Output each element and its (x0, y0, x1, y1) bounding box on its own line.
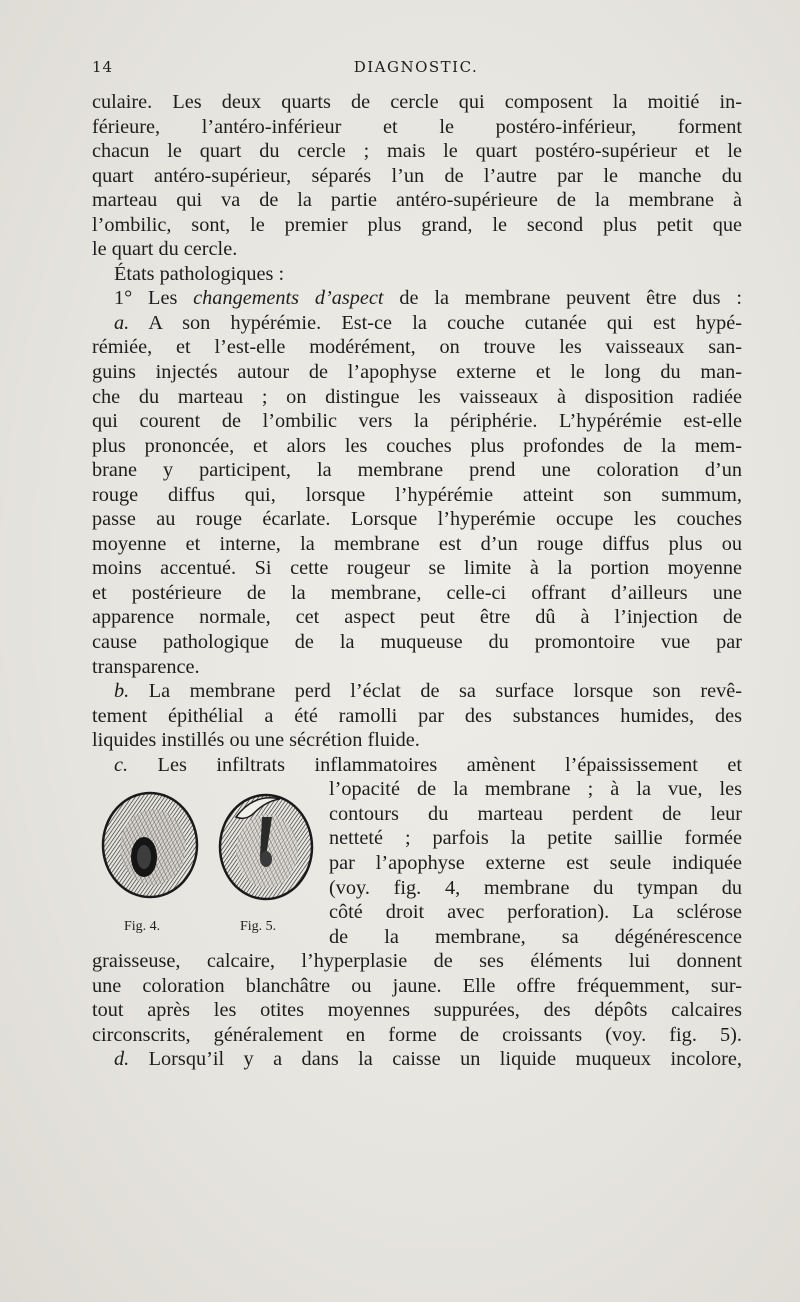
text-line: circonscrits, généralement en forme de croissants (voy. fig. 5). (92, 1023, 742, 1046)
running-title: DIAGNOSTIC. (353, 58, 479, 76)
text-line: liquides instillés ou une sécrétion fluide. (92, 729, 420, 752)
text-line: moins accentué. Si cette rougeur se limite à la portion moyenne (92, 557, 742, 580)
running-head (92, 58, 740, 82)
text-line: c. Les infiltrats inflammatoires amènent l’épaississement et (114, 753, 742, 776)
text-line: transparence. (92, 655, 200, 678)
text-line: contours du marteau perdent de leur (329, 802, 742, 825)
text-line: tout après les otites moyennes suppurées, des dépôts calcaires (92, 999, 742, 1022)
text-line: par l’apophyse externe est seule indiquée (329, 851, 742, 874)
text-line: cause pathologique de la muqueuse du promontoire vue par (92, 631, 742, 654)
text-line: che du marteau ; on distingue les vaisseaux à disposition radiée (92, 385, 742, 408)
text-line: (voy. fig. 4, membrane du tympan du (329, 876, 742, 899)
body-text (92, 90, 742, 1072)
text-line: quart antéro-supérieur, séparés l’un de l’autre par le manche du (92, 164, 742, 187)
text-line: netteté ; parfois la petite saillie formée (329, 827, 742, 850)
text-line: l’opacité de la membrane ; à la vue, les (329, 778, 742, 801)
tympanic-membrane-perforation-illustration (98, 787, 202, 905)
text-line: 1° Les changements d’aspect de la membrane peuvent être dus : (114, 287, 742, 310)
text-line: b. La membrane perd l’éclat de sa surface lorsque son revê- (114, 680, 742, 703)
figure-4 (98, 787, 208, 935)
text-line: le quart du cercle. (92, 238, 238, 261)
tympanic-membrane-calcareous-illustration (214, 787, 318, 905)
text-line: guins injectés autour de l’apophyse externe et le long du man- (92, 361, 742, 384)
text-line: brane y participent, la membrane prend une coloration d’un (92, 459, 742, 482)
text-line: d. Lorsqu’il y a dans la caisse un liquide muqueux incolore, (114, 1048, 742, 1071)
text-line: et postérieure de la membrane, celle-ci offrant d’ailleurs une (92, 581, 742, 604)
text-line: férieure, l’antéro-inférieur et le postéro-inférieur, forment (92, 115, 742, 138)
text-line: chacun le quart du cercle ; mais le quart postéro-supérieur et le (92, 140, 742, 163)
text-line: graisseuse, calcaire, l’hyperplasie de ses éléments lui donnent (92, 950, 742, 973)
text-line: passe au rouge écarlate. Lorsque l’hyperémie occupe les couches (92, 508, 742, 531)
text-line: plus prononcée, et alors les couches plus profondes de la mem- (92, 434, 742, 457)
figure-caption: Fig. 5. (240, 919, 277, 935)
text-line: qui courent de l’ombilic vers la périphérie. L’hypérémie est-elle (92, 410, 742, 433)
figures-group (98, 787, 326, 957)
text-line: côté droit avec perforation). La sclérose (329, 901, 742, 924)
figure-5 (214, 787, 324, 935)
text-line: de la membrane, sa dégénérescence (329, 925, 742, 948)
text-line: culaire. Les deux quarts de cercle qui composent la moitié in- (92, 91, 742, 113)
page-number: 14 (92, 58, 114, 76)
text-line: marteau qui va de la partie antéro-supérieure de la membrane à (92, 189, 742, 212)
text-line: une coloration blanchâtre ou jaune. Elle offre fréquemment, sur- (92, 974, 742, 997)
text-line: rouge diffus qui, lorsque l’hypérémie atteint son summum, (92, 483, 742, 506)
text-line: rémiée, et l’est-elle modérément, on trouve les vaisseaux san- (92, 336, 742, 359)
section-heading: États pathologiques : (114, 262, 285, 285)
figure-caption: Fig. 4. (124, 919, 161, 935)
text-line: moyenne et interne, la membrane est d’un rouge diffus plus ou (92, 532, 742, 555)
text-line: a. A son hypérémie. Est-ce la couche cutanée qui est hypé- (114, 311, 742, 334)
text-line: apparence normale, cet aspect peut être dû à l’injection de (92, 606, 742, 629)
text-line: tement épithélial a été ramolli par des substances humides, des (92, 704, 742, 727)
text-line: l’ombilic, sont, le premier plus grand, le second plus petit que (92, 213, 742, 236)
